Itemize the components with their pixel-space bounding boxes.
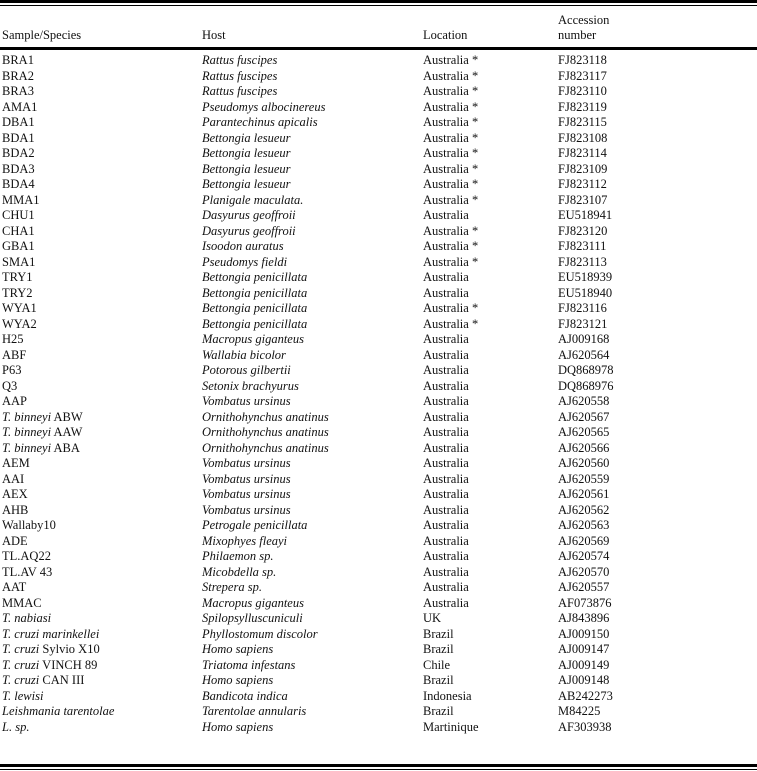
cell-accession-number: FJ823109 <box>558 161 608 176</box>
cell-accession-number: AJ009168 <box>558 332 610 346</box>
cell-accession-number: FJ823107 <box>558 192 608 207</box>
cell-location: Australia <box>423 564 469 579</box>
cell-accession-number: AJ009147 <box>558 642 610 656</box>
cell-host: Tarentolae annularis <box>202 704 307 718</box>
sample-id: DBA1 <box>2 115 35 129</box>
cell-location: Australia * <box>423 177 479 191</box>
sample-id: VINCH 89 <box>39 657 98 672</box>
header-accession-line1: Accession <box>558 13 610 27</box>
cell-sample-species <box>2 518 56 534</box>
cell-location: Australia * <box>423 53 479 67</box>
sample-id: AAI <box>2 471 25 486</box>
sample-id: BRA2 <box>2 68 34 83</box>
cell-host: Spilopsylluscuniculi <box>202 611 303 625</box>
table-row <box>0 239 757 255</box>
cell-location: Australia <box>423 595 469 610</box>
species-prefix: T. binneyi <box>2 409 52 424</box>
table-row <box>0 580 757 596</box>
cell-host: Vombatus ursinus <box>202 487 291 501</box>
cell-host: Rattus fuscipes <box>202 68 278 83</box>
table-row <box>0 317 757 333</box>
table-row <box>0 332 757 348</box>
table-row <box>0 611 757 627</box>
cell-host: Mixophyes fleayi <box>202 533 288 548</box>
cell-accession-number: AJ009149 <box>558 657 610 672</box>
sample-id: ABF <box>2 347 27 362</box>
cell-host: Philaemon sp. <box>202 549 274 563</box>
cell-location: Australia <box>423 394 469 408</box>
table-row <box>0 53 757 69</box>
cell-location: Australia <box>423 409 469 424</box>
sample-id: AAP <box>2 394 28 408</box>
sample-id: BRA3 <box>2 84 34 98</box>
sample-id: CAN III <box>39 673 85 687</box>
cell-host: Ornithohynchus anatinus <box>202 425 329 439</box>
cell-host: Petrogale penicillata <box>202 518 308 532</box>
cell-sample-species <box>2 580 26 596</box>
cell-accession-number: FJ823117 <box>558 68 607 83</box>
cell-host: Vombatus ursinus <box>202 471 291 486</box>
cell-sample-species <box>2 332 24 348</box>
cell-accession-number: AJ620563 <box>558 518 610 532</box>
cell-accession-number: AJ620559 <box>558 471 610 486</box>
sample-id: AEM <box>2 456 30 470</box>
cell-accession-number: AJ009148 <box>558 673 610 687</box>
cell-host: Bettongia penicillata <box>202 316 308 331</box>
header-sample-species: Sample/Species <box>2 28 82 42</box>
cell-accession-number: FJ823116 <box>558 301 607 315</box>
species-prefix: T. cruzi <box>2 642 40 656</box>
cell-host: Bettongia lesueur <box>202 130 291 145</box>
cell-host: Homo sapiens <box>202 642 274 656</box>
cell-host: Bettongia lesueur <box>202 161 291 176</box>
cell-accession-number: AJ620566 <box>558 440 610 455</box>
species-prefix: T. binneyi <box>2 425 52 439</box>
cell-location: Australia <box>423 549 469 563</box>
cell-location: Australia <box>423 533 469 548</box>
table-row <box>0 394 757 410</box>
cell-location: Australia * <box>423 146 479 160</box>
table-row <box>0 704 757 720</box>
cell-sample-species <box>2 425 82 441</box>
cell-accession-number: FJ823108 <box>558 130 608 145</box>
cell-location: Indonesia <box>423 688 472 703</box>
sample-id: ABA <box>51 440 80 455</box>
cell-location: Australia <box>423 332 469 346</box>
header-host: Host <box>202 28 226 42</box>
cell-host: Dasyurus geoffroii <box>202 223 296 238</box>
sample-id: AAT <box>2 580 27 594</box>
cell-sample-species <box>2 549 51 565</box>
cell-host: Wallabia bicolor <box>202 347 286 362</box>
cell-sample-species <box>2 224 35 240</box>
table-row <box>0 503 757 519</box>
top-rule-thick <box>0 0 757 3</box>
cell-host: Bettongia lesueur <box>202 177 291 191</box>
cell-host: Strepera sp. <box>202 580 262 594</box>
cell-location: Brazil <box>423 704 454 718</box>
cell-host: Pseudomys fieldi <box>202 254 288 269</box>
cell-location: Australia * <box>423 192 479 207</box>
table-row <box>0 84 757 100</box>
sample-id: TRY1 <box>2 270 33 284</box>
table-row <box>0 146 757 162</box>
cell-location: Australia * <box>423 84 479 98</box>
cell-host: Bettongia lesueur <box>202 146 291 160</box>
table-row <box>0 658 757 674</box>
cell-sample-species <box>2 379 17 395</box>
sample-id: BDA1 <box>2 130 35 145</box>
cell-location: Australia <box>423 487 469 501</box>
table-row <box>0 379 757 395</box>
cell-sample-species <box>2 596 42 612</box>
cell-host: Bettongia penicillata <box>202 285 308 300</box>
cell-accession-number: AJ620570 <box>558 564 610 579</box>
table-row <box>0 131 757 147</box>
sample-id: AMA1 <box>2 99 38 114</box>
cell-accession-number: AJ620560 <box>558 456 610 470</box>
cell-host: Potorous gilbertii <box>202 363 291 377</box>
cell-location: Martinique <box>423 719 479 734</box>
cell-location: Australia <box>423 471 469 486</box>
cell-host: Parantechinus apicalis <box>202 115 318 129</box>
cell-location: Australia * <box>423 161 479 176</box>
table-row <box>0 69 757 85</box>
species-prefix: T. cruzi <box>2 657 40 672</box>
cell-sample-species <box>2 317 37 333</box>
species-prefix: T. cruzi <box>2 673 40 687</box>
species-prefix: T. nabiasi <box>2 611 52 625</box>
cell-accession-number: AF303938 <box>558 719 612 734</box>
cell-host: Vombatus ursinus <box>202 502 291 517</box>
table-row <box>0 549 757 565</box>
cell-location: Australia <box>423 518 469 532</box>
cell-accession-number: FJ823119 <box>558 99 607 114</box>
species-prefix: T. binneyi <box>2 440 52 455</box>
cell-accession-number: AB242273 <box>558 688 613 703</box>
cell-accession-number: DQ868976 <box>558 378 614 393</box>
table-row <box>0 100 757 116</box>
cell-host: Setonix brachyurus <box>202 378 299 393</box>
cell-host: Homo sapiens <box>202 719 274 734</box>
cell-accession-number: FJ823115 <box>558 115 607 129</box>
table-row <box>0 596 757 612</box>
cell-sample-species <box>2 642 100 658</box>
cell-location: Australia <box>423 270 469 284</box>
sample-id: BDA4 <box>2 177 35 191</box>
cell-accession-number: AJ620562 <box>558 502 610 517</box>
sample-id: P63 <box>2 363 22 377</box>
cell-location: UK <box>423 611 442 625</box>
cell-sample-species <box>2 456 30 472</box>
cell-location: Australia * <box>423 68 479 83</box>
cell-sample-species <box>2 363 21 379</box>
cell-sample-species <box>2 131 35 147</box>
table-row <box>0 487 757 503</box>
cell-accession-number: AJ843896 <box>558 611 610 625</box>
cell-accession-number: FJ823121 <box>558 316 608 331</box>
sample-id: SMA1 <box>2 254 36 269</box>
sample-id: BRA1 <box>2 53 34 67</box>
sample-id: CHA1 <box>2 223 35 238</box>
cell-host: Micobdella sp. <box>202 564 277 579</box>
cell-sample-species <box>2 441 80 457</box>
cell-accession-number: EU518941 <box>558 208 613 222</box>
cell-sample-species <box>2 704 114 720</box>
table-row <box>0 565 757 581</box>
sample-id: BDA3 <box>2 161 35 176</box>
cell-accession-number: FJ823120 <box>558 223 608 238</box>
sample-id: AEX <box>2 487 28 501</box>
sample-id: CHU1 <box>2 208 35 222</box>
cell-accession-number: AJ620574 <box>558 549 610 563</box>
table-row <box>0 534 757 550</box>
cell-sample-species <box>2 286 33 302</box>
cell-location: Australia <box>423 347 469 362</box>
bottom-rule-thick <box>0 764 757 767</box>
cell-accession-number: AF073876 <box>558 595 612 610</box>
sample-id: H25 <box>2 332 24 346</box>
cell-sample-species <box>2 611 51 627</box>
table-row <box>0 673 757 689</box>
cell-host: Homo sapiens <box>202 673 274 687</box>
table-row <box>0 286 757 302</box>
cell-location: Australia <box>423 363 469 377</box>
cell-accession-number: FJ823110 <box>558 84 607 98</box>
cell-sample-species <box>2 208 35 224</box>
cell-host: Bandicota indica <box>202 688 288 703</box>
cell-sample-species <box>2 146 35 162</box>
cell-host: Dasyurus geoffroii <box>202 208 296 222</box>
cell-sample-species <box>2 394 27 410</box>
cell-location: Australia <box>423 208 469 222</box>
cell-sample-species <box>2 472 24 488</box>
cell-sample-species <box>2 658 97 674</box>
cell-sample-species <box>2 239 35 255</box>
table-row <box>0 720 757 736</box>
sample-id: WYA2 <box>2 316 37 331</box>
table-row <box>0 177 757 193</box>
table-row <box>0 456 757 472</box>
cell-sample-species <box>2 348 26 364</box>
cell-accession-number: AJ620557 <box>558 580 610 594</box>
cell-accession-number: AJ620565 <box>558 425 610 439</box>
cell-accession-number: FJ823118 <box>558 53 607 67</box>
cell-accession-number: FJ823113 <box>558 254 607 269</box>
cell-location: Australia * <box>423 223 479 238</box>
cell-accession-number: FJ823112 <box>558 177 607 191</box>
cell-host: Vombatus ursinus <box>202 394 291 408</box>
sample-id: ADE <box>2 533 28 548</box>
cell-accession-number: AJ620567 <box>558 409 610 424</box>
table-row <box>0 208 757 224</box>
cell-location: Brazil <box>423 673 454 687</box>
cell-location: Brazil <box>423 626 454 641</box>
cell-location: Brazil <box>423 642 454 656</box>
sample-id: Wallaby10 <box>2 518 56 532</box>
cell-location: Australia <box>423 425 469 439</box>
cell-sample-species <box>2 301 37 317</box>
cell-sample-species <box>2 487 28 503</box>
cell-location: Australia * <box>423 316 479 331</box>
cell-accession-number: M84225 <box>558 704 601 718</box>
sample-id: ABW <box>51 409 83 424</box>
species-prefix: T. cruzi marinkellei <box>2 626 100 641</box>
cell-accession-number: AJ009150 <box>558 626 610 641</box>
table-row <box>0 410 757 426</box>
table-row <box>0 270 757 286</box>
cell-location: Australia * <box>423 239 479 253</box>
cell-sample-species <box>2 69 34 85</box>
cell-accession-number: DQ868978 <box>558 363 614 377</box>
header-accession-number <box>558 13 609 43</box>
bottom-rule <box>0 764 757 770</box>
cell-accession-number: AJ620569 <box>558 533 610 548</box>
table-row <box>0 162 757 178</box>
cell-accession-number: EU518939 <box>558 270 613 284</box>
header-accession-line2: number <box>558 28 597 42</box>
species-prefix: Leishmania tarentolae <box>2 704 115 718</box>
cell-sample-species <box>2 100 37 116</box>
sample-id: BDA2 <box>2 146 35 160</box>
species-prefix: L. sp. <box>2 719 30 734</box>
cell-location: Australia <box>423 502 469 517</box>
table-row <box>0 348 757 364</box>
cell-host: Rattus fuscipes <box>202 53 278 67</box>
cell-location: Australia <box>423 378 469 393</box>
cell-location: Australia * <box>423 115 479 129</box>
cell-location: Australia * <box>423 301 479 315</box>
sample-id: WYA1 <box>2 301 37 315</box>
sample-id: Q3 <box>2 378 18 393</box>
cell-host: Ornithohynchus anatinus <box>202 440 329 455</box>
header-location: Location <box>423 28 468 42</box>
table-row <box>0 301 757 317</box>
table-row <box>0 363 757 379</box>
species-prefix: T. lewisi <box>2 688 44 703</box>
cell-sample-species <box>2 534 28 550</box>
table-body <box>0 50 757 764</box>
cell-accession-number: AJ620561 <box>558 487 610 501</box>
table-row <box>0 255 757 271</box>
table-row <box>0 689 757 705</box>
cell-sample-species <box>2 270 33 286</box>
cell-sample-species <box>2 53 34 69</box>
sample-id: MMA1 <box>2 192 40 207</box>
cell-sample-species <box>2 503 28 519</box>
cell-host: Pseudomys albocinereus <box>202 99 326 114</box>
sample-id: TL.AV 43 <box>2 564 53 579</box>
cell-sample-species <box>2 673 84 689</box>
table-header <box>0 6 757 47</box>
table-row <box>0 115 757 131</box>
cell-location: Chile <box>423 657 451 672</box>
sample-id: TRY2 <box>2 285 33 300</box>
sample-id: GBA1 <box>2 239 35 253</box>
sample-id: TL.AQ22 <box>2 549 51 563</box>
cell-accession-number: FJ823114 <box>558 146 607 160</box>
cell-host: Macropus giganteus <box>202 332 304 346</box>
table-row <box>0 441 757 457</box>
cell-sample-species <box>2 627 99 643</box>
cell-sample-species <box>2 162 35 178</box>
cell-accession-number: EU518940 <box>558 285 613 300</box>
cell-sample-species <box>2 410 83 426</box>
table-row <box>0 224 757 240</box>
cell-sample-species <box>2 565 52 581</box>
cell-host: Bettongia penicillata <box>202 270 308 284</box>
table-row <box>0 518 757 534</box>
cell-location: Australia * <box>423 130 479 145</box>
cell-location: Australia * <box>423 99 479 114</box>
sample-id: Sylvio X10 <box>39 642 100 656</box>
cell-host: Macropus giganteus <box>202 595 304 610</box>
table-row <box>0 425 757 441</box>
cell-sample-species <box>2 689 43 705</box>
bottom-rule-thin <box>0 769 757 770</box>
cell-host: Ornithohynchus anatinus <box>202 409 329 424</box>
cell-sample-species <box>2 115 35 131</box>
cell-host: Triatoma infestans <box>202 657 296 672</box>
cell-host: Bettongia penicillata <box>202 301 308 315</box>
cell-accession-number: AJ620558 <box>558 394 610 408</box>
cell-location: Australia <box>423 580 469 594</box>
cell-sample-species <box>2 193 40 209</box>
cell-host: Vombatus ursinus <box>202 456 291 470</box>
cell-sample-species <box>2 177 35 193</box>
cell-accession-number: FJ823111 <box>558 239 607 253</box>
table-row <box>0 627 757 643</box>
sample-id: AAW <box>51 425 83 439</box>
cell-location: Australia <box>423 440 469 455</box>
table-row <box>0 642 757 658</box>
cell-sample-species <box>2 720 29 736</box>
cell-host: Rattus fuscipes <box>202 84 278 98</box>
cell-host: Planigale maculata. <box>202 192 304 207</box>
cell-sample-species <box>2 255 35 271</box>
sample-id: MMAC <box>2 595 42 610</box>
cell-location: Australia * <box>423 254 479 269</box>
cell-accession-number: AJ620564 <box>558 347 610 362</box>
sample-id: AHB <box>2 502 29 517</box>
cell-sample-species <box>2 84 34 100</box>
table-row <box>0 193 757 209</box>
cell-host: Isoodon auratus <box>202 239 284 253</box>
cell-host: Phyllostomum discolor <box>202 626 318 641</box>
table-row <box>0 472 757 488</box>
cell-location: Australia <box>423 285 469 300</box>
cell-location: Australia <box>423 456 469 470</box>
